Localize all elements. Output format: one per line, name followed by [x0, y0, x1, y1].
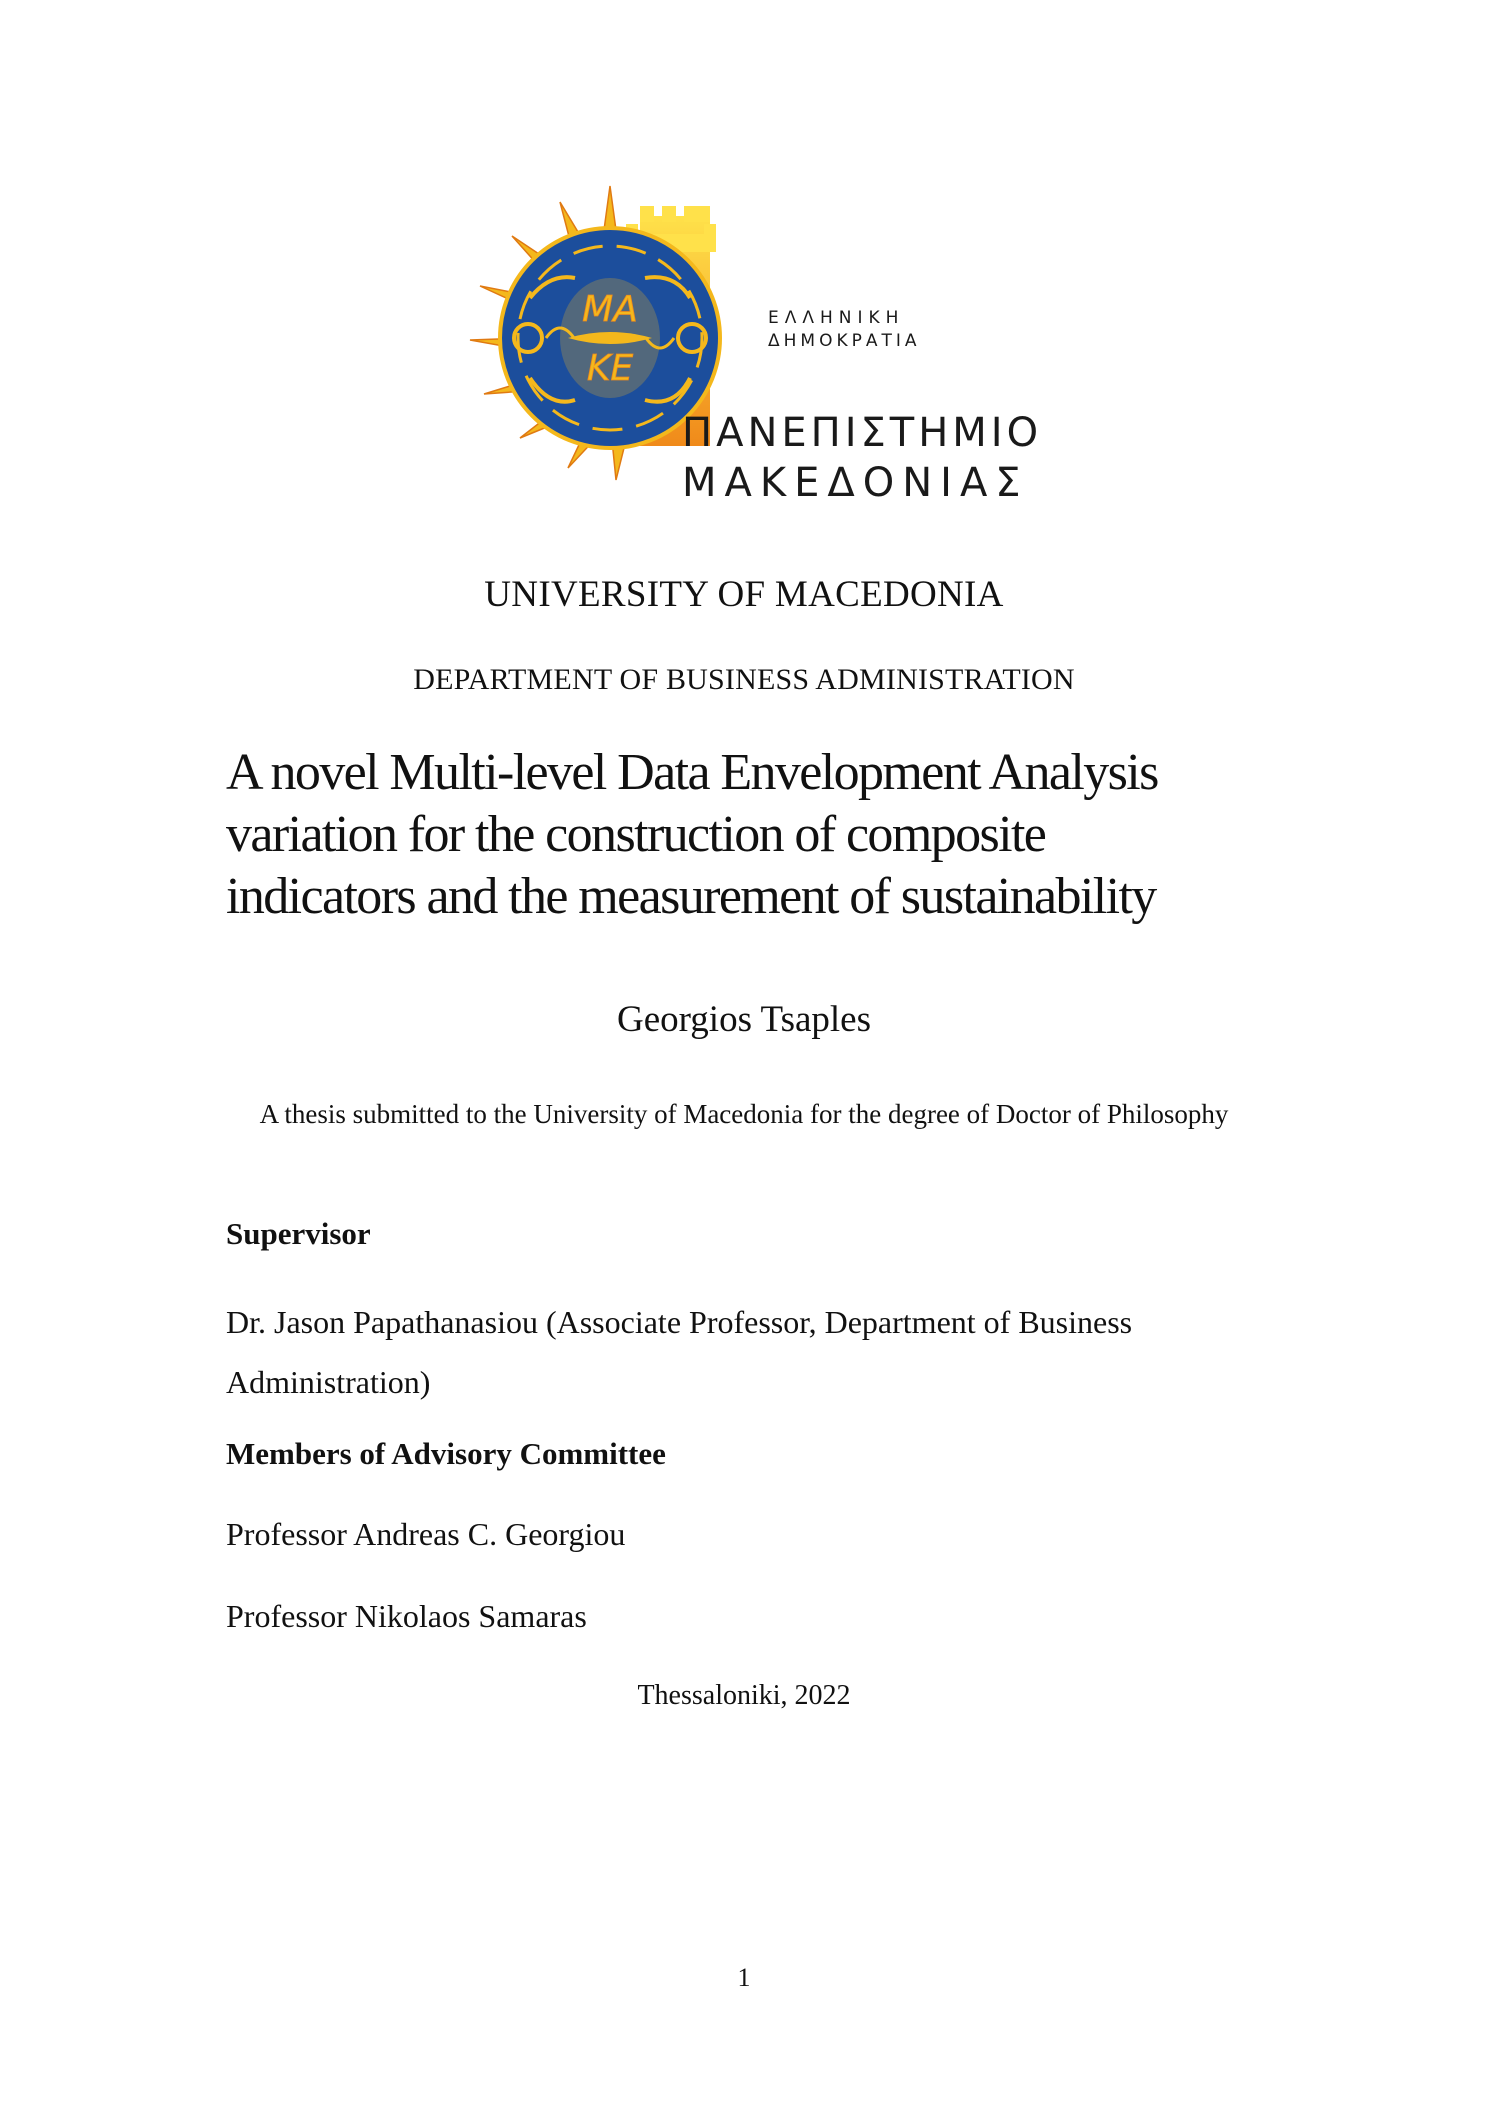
supervisor-heading: Supervisor	[226, 1216, 371, 1251]
university-greek-line1: ΠΑΝΕΠΙΣΤΗΜΙΟ	[682, 410, 1043, 456]
republic-line: ΔΗΜΟΚΡΑΤΙΑ	[768, 331, 921, 351]
seal-letters-bottom: ΚΕ	[586, 348, 634, 389]
title-line: A novel Multi-level Data Envelopment Analysis	[226, 744, 1158, 801]
thesis-title	[226, 742, 1286, 928]
page-number: 1	[737, 1963, 751, 1992]
title-line: variation for the construction of composite	[226, 806, 1046, 863]
title-line: indicators and the measurement of sustainability	[226, 868, 1156, 925]
department-name: DEPARTMENT OF BUSINESS ADMINISTRATION	[413, 663, 1075, 696]
university-name: UNIVERSITY OF MACEDONIA	[484, 574, 1004, 615]
committee-heading: Members of Advisory Committee	[226, 1436, 666, 1471]
seal-letters-top: ΜΑ	[582, 289, 638, 330]
committee-member: Professor Andreas C. Georgiou	[226, 1516, 626, 1552]
hellenic-line: ΕΛΛΗΝΙΚΗ	[768, 308, 905, 328]
supervisor-name: Dr. Jason Papathanasiou (Associate Professor, Department of Business Administration)	[226, 1304, 1133, 1400]
university-greek-line2: ΜΑΚΕΔΟΝΙΑΣ	[682, 460, 1029, 506]
university-logo	[450, 178, 1050, 508]
committee-member: Professor Nikolaos Samaras	[226, 1598, 587, 1634]
author-name: Georgios Tsaples	[617, 999, 871, 1040]
degree-statement: A thesis submitted to the University of Macedonia for the degree of Doctor of Philosophy	[259, 1099, 1229, 1129]
place-date: Thessaloniki, 2022	[637, 1680, 851, 1711]
